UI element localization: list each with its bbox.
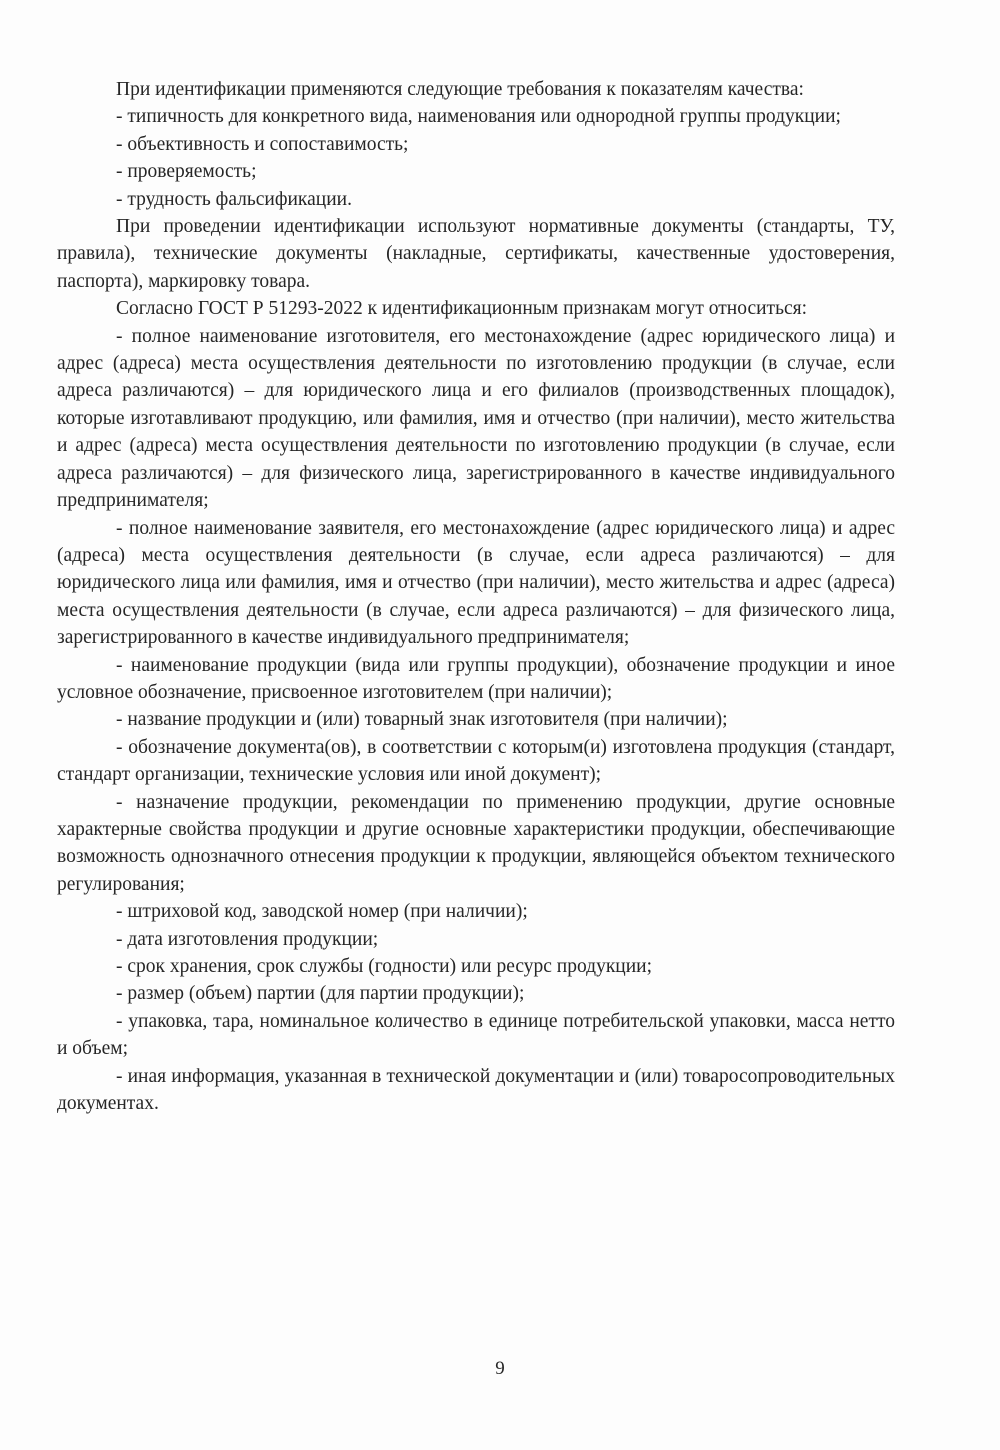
list-item-manufacture-date: - дата изготовления продукции; xyxy=(116,928,379,950)
page-number: 9 xyxy=(495,1358,505,1379)
list-item-falsification: - трудность фальсификации. xyxy=(116,188,352,210)
list-item-typicality: - типичность для конкретного вида, наименования или однородной группы продукции; xyxy=(116,106,841,128)
list-item-other-info: - иная информация, указанная в технической документации и (или) товаросопроводительных документах. xyxy=(57,1065,895,1115)
paragraph-gost: Согласно ГОСТ Р 51293-2022 к идентификационным признакам могут относиться: xyxy=(116,298,808,320)
list-item-applicant: - полное наименование заявителя, его местонахождение (адрес юридического лица) и адрес (адреса) места осуществления деятельности (в случае, если адреса различаются) – для юридического лица или фамилия, имя и отчество (при наличии), место жительства и адрес (адреса) места осуществления деятельности (в случае, если адреса различаются) – для физического лица, зарегистрированного в качестве индивидуального предпринимателя; xyxy=(57,517,895,649)
list-item-packaging: - упаковка, тара, номинальное количество в единице потребительской упаковки, масса нетто и объем; xyxy=(57,1010,895,1060)
paragraph-intro: При идентификации применяются следующие требования к показателям качества: xyxy=(116,79,804,100)
list-item-manufacturer: - полное наименование изготовителя, его местонахождение (адрес юридического лица) и адрес (адреса) места осуществления деятельности по изготовлению продукции (в случае, если адреса различаются) – для юридического лица и его филиалов (производственных площадок), которые изготавливают продукцию, или фамилия, имя и отчество (при наличии), место жительства и адрес (адреса) места осуществления деятельности по изготовлению продукции (в случае, если адреса различаются) – для физического лица, зарегистрированного в качестве индивидуального предпринимателя; xyxy=(57,325,895,512)
body-text xyxy=(57,76,895,1117)
list-item-product-name: - наименование продукции (вида или группы продукции), обозначение продукции и иное условное обозначение, присвоенное изготовителем (при наличии); xyxy=(57,654,895,703)
list-item-shelf-life: - срок хранения, срок службы (годности) или ресурс продукции; xyxy=(116,956,653,977)
list-item-batch-size: - размер (объем) партии (для партии продукции); xyxy=(116,983,525,1005)
list-item-objectivity: - объективность и сопоставимость; xyxy=(116,133,409,155)
list-item-trademark: - название продукции и (или) товарный знак изготовителя (при наличии); xyxy=(116,709,728,731)
list-item-verifiability: - проверяемость; xyxy=(116,161,257,183)
paragraph-documents: При проведении идентификации используют нормативные документы (стандарты, ТУ, правила), технические документы (накладные, сертификаты, качественные удостоверения, паспорта), маркировку товара. xyxy=(57,216,895,292)
list-item-standard-document: - обозначение документа(ов), в соответствии с которым(и) изготовлена продукция (стандарт, стандарт организации, технические условия или иной документ); xyxy=(57,736,895,786)
list-item-purpose: - назначение продукции, рекомендации по применению продукции, другие основные характерные свойства продукции и другие основные характеристики продукции, обеспечивающие возможность однозначного отнесения продукции к продукции, являющейся объектом технического регулирования; xyxy=(57,791,895,895)
list-item-barcode: - штриховой код, заводской номер (при наличии); xyxy=(116,901,528,923)
